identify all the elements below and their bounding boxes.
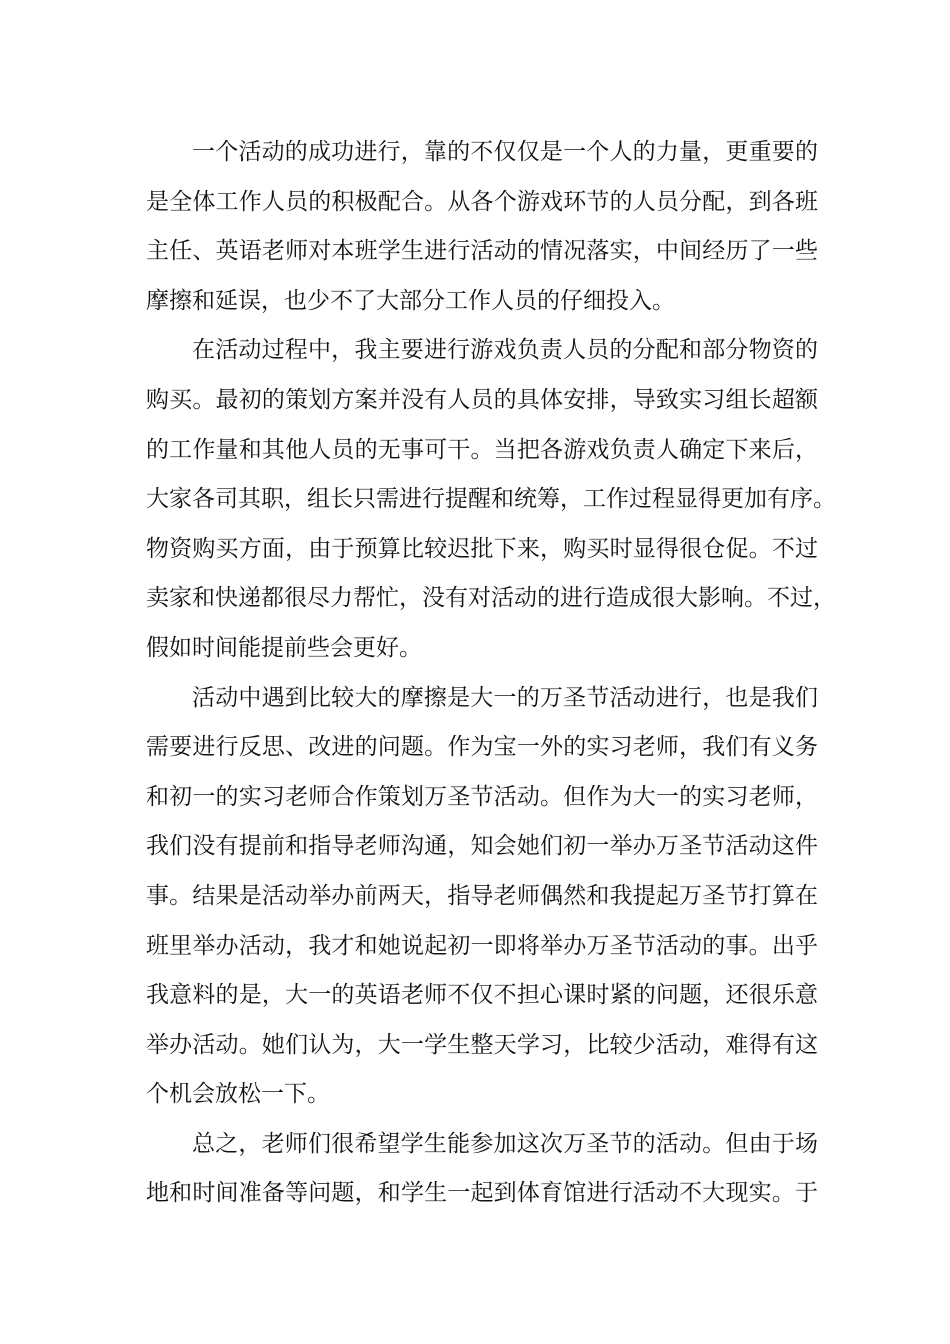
text-line: 我们没有提前和指导老师沟通，知会她们初一举办万圣节活动这件 bbox=[146, 833, 818, 860]
text-line: 地和时间准备等问题，和学生一起到体育馆进行活动不大现实。于 bbox=[146, 1180, 818, 1207]
text-line: 需要进行反思、改进的问题。作为宝一外的实习老师，我们有义务 bbox=[146, 734, 818, 761]
text-line: 举办活动。她们认为，大一学生整天学习，比较少活动，难得有这 bbox=[146, 1031, 818, 1058]
text-line: 卖家和快递都很尽力帮忙，没有对活动的进行造成很大影响。不过， bbox=[146, 585, 836, 612]
text-line: 购买。最初的策划方案并没有人员的具体安排，导致实习组长超额 bbox=[146, 386, 818, 413]
paragraph-4 bbox=[146, 1120, 818, 1219]
paragraph-2 bbox=[146, 326, 836, 673]
text-line: 活动中遇到比较大的摩擦是大一的万圣节活动进行，也是我们 bbox=[192, 684, 818, 711]
text-line: 摩擦和延误，也少不了大部分工作人员的仔细投入。 bbox=[146, 287, 675, 314]
text-line: 大家各司其职，组长只需进行提醒和统筹，工作过程显得更加有序。 bbox=[146, 486, 836, 513]
text-line: 我意料的是，大一的英语老师不仅不担心课时紧的问题，还很乐意 bbox=[146, 982, 818, 1009]
text-line: 一个活动的成功进行，靠的不仅仅是一个人的力量，更重要的 bbox=[192, 139, 818, 165]
document-body bbox=[146, 128, 836, 1219]
text-line: 在活动过程中，我主要进行游戏负责人员的分配和部分物资的 bbox=[192, 337, 818, 364]
paragraph-1 bbox=[146, 128, 818, 326]
text-line: 的工作量和其他人员的无事可干。当把各游戏负责人确定下来后， bbox=[146, 436, 818, 463]
text-line: 是全体工作人员的积极配合。从各个游戏环节的人员分配，到各班 bbox=[146, 188, 818, 215]
text-line: 班里举办活动，我才和她说起初一即将举办万圣节活动的事。出乎 bbox=[146, 932, 818, 959]
paragraph-3 bbox=[146, 674, 818, 1120]
text-line: 主任、英语老师对本班学生进行活动的情况落实，中间经历了一些 bbox=[146, 238, 818, 265]
text-line: 个机会放松一下。 bbox=[146, 1081, 330, 1108]
text-line: 和初一的实习老师合作策划万圣节活动。但作为大一的实习老师， bbox=[146, 783, 818, 810]
text-line: 总之，老师们很希望学生能参加这次万圣节的活动。但由于场 bbox=[192, 1130, 818, 1157]
text-line: 假如时间能提前些会更好。 bbox=[146, 634, 422, 661]
text-line: 物资购买方面，由于预算比较迟批下来，购买时显得很仓促。不过 bbox=[146, 535, 818, 562]
text-line: 事。结果是活动举办前两天，指导老师偶然和我提起万圣节打算在 bbox=[146, 882, 818, 909]
